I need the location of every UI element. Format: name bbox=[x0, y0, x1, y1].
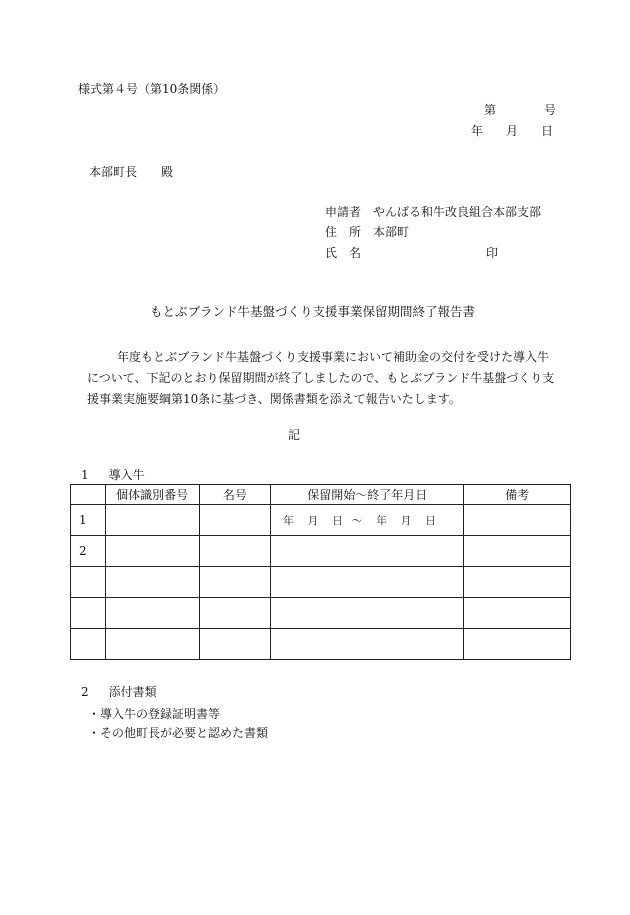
applicant-row bbox=[325, 206, 541, 218]
period-start-month: 月 bbox=[307, 514, 319, 527]
ki-heading: 記 bbox=[288, 428, 301, 442]
id-cell[interactable] bbox=[105, 629, 199, 660]
id-cell[interactable] bbox=[105, 598, 199, 629]
applicant-label: 申請者 bbox=[325, 205, 362, 219]
remarks-cell[interactable] bbox=[464, 629, 571, 660]
body-paragraph: 年度もとぶブランド牛基盤づくり支援事業において補助金の交付を受けた導入牛について、下記のとおり保留期間が終了しましたので、もとぶブランド牛基盤づくり支援事業実施要綱第10条に基づき、関係書類を添えて報告いたします。 bbox=[87, 350, 555, 406]
section-1-title: 導入牛 bbox=[108, 468, 145, 482]
table-row bbox=[71, 629, 571, 660]
cattle-table bbox=[70, 484, 571, 660]
addressee-title: 本部町長 bbox=[89, 165, 138, 179]
name-cell[interactable] bbox=[199, 567, 271, 598]
remarks-cell[interactable] bbox=[464, 567, 571, 598]
date-year: 年 bbox=[471, 124, 484, 138]
address-value: 本部町 bbox=[373, 225, 410, 239]
row-number bbox=[71, 629, 106, 660]
section-1-number: 1 bbox=[81, 468, 89, 482]
attachment-item: ・導入牛の登録証明書等 bbox=[88, 707, 221, 721]
addressee-honorific: 殿 bbox=[161, 165, 174, 179]
addressee bbox=[89, 166, 173, 178]
period-end-month: 月 bbox=[400, 514, 412, 527]
applicant-value: やんばる和牛改良組合本部支部 bbox=[373, 205, 542, 219]
row-number: 2 bbox=[71, 536, 106, 567]
id-cell[interactable] bbox=[105, 536, 199, 567]
table-row bbox=[71, 505, 571, 536]
period-end-day: 日 bbox=[425, 514, 436, 527]
name-cell[interactable] bbox=[199, 629, 271, 660]
table-row bbox=[71, 567, 571, 598]
header-id-number: 個体識別番号 bbox=[105, 485, 199, 505]
period-cell[interactable] bbox=[271, 567, 464, 598]
address-row bbox=[325, 226, 409, 238]
header-period: 保留開始～終了年月日 bbox=[271, 485, 464, 505]
number-suffix: 号 bbox=[544, 103, 557, 117]
name-cell[interactable] bbox=[199, 598, 271, 629]
row-number bbox=[71, 567, 106, 598]
period-start-year: 年 bbox=[283, 514, 294, 527]
period-end-year: 年 bbox=[376, 514, 387, 527]
address-label: 住 所 bbox=[325, 225, 362, 239]
date-line bbox=[471, 125, 553, 137]
attachment-item: ・その他町長が必要と認めた書類 bbox=[88, 726, 269, 740]
row-number bbox=[71, 598, 106, 629]
table-row bbox=[71, 536, 571, 567]
number-prefix: 第 bbox=[484, 103, 497, 117]
id-cell[interactable] bbox=[105, 505, 199, 536]
row-number: 1 bbox=[71, 505, 106, 536]
header-name: 名号 bbox=[199, 485, 271, 505]
table-header-row bbox=[71, 485, 571, 505]
header-no bbox=[71, 485, 106, 505]
remarks-cell[interactable] bbox=[464, 505, 571, 536]
seal-mark: 印 bbox=[486, 246, 499, 260]
name-label: 氏 名 bbox=[325, 246, 362, 260]
id-cell[interactable] bbox=[105, 567, 199, 598]
table-row bbox=[71, 598, 571, 629]
document-title: もとぶブランド牛基盤づくり支援事業保留期間終了報告書 bbox=[150, 304, 476, 319]
name-cell[interactable] bbox=[199, 505, 271, 536]
name-cell[interactable] bbox=[199, 536, 271, 567]
section-1-heading bbox=[81, 469, 145, 481]
section-2-number: 2 bbox=[81, 685, 89, 699]
header-remarks: 備考 bbox=[464, 485, 571, 505]
remarks-cell[interactable] bbox=[464, 598, 571, 629]
period-start-day: 日 bbox=[332, 514, 343, 527]
form-number: 様式第４号（第10条関係） bbox=[78, 82, 226, 96]
period-cell[interactable] bbox=[271, 629, 464, 660]
period-cell[interactable] bbox=[271, 505, 464, 536]
period-tilde: ～ bbox=[351, 514, 363, 527]
period-cell[interactable] bbox=[271, 598, 464, 629]
name-row bbox=[325, 247, 373, 259]
date-month: 月 bbox=[506, 124, 519, 138]
document-number-line bbox=[484, 104, 556, 116]
date-day: 日 bbox=[541, 124, 554, 138]
section-2-title: 添付書類 bbox=[108, 685, 157, 699]
remarks-cell[interactable] bbox=[464, 536, 571, 567]
section-2-heading bbox=[81, 686, 157, 698]
period-cell[interactable] bbox=[271, 536, 464, 567]
